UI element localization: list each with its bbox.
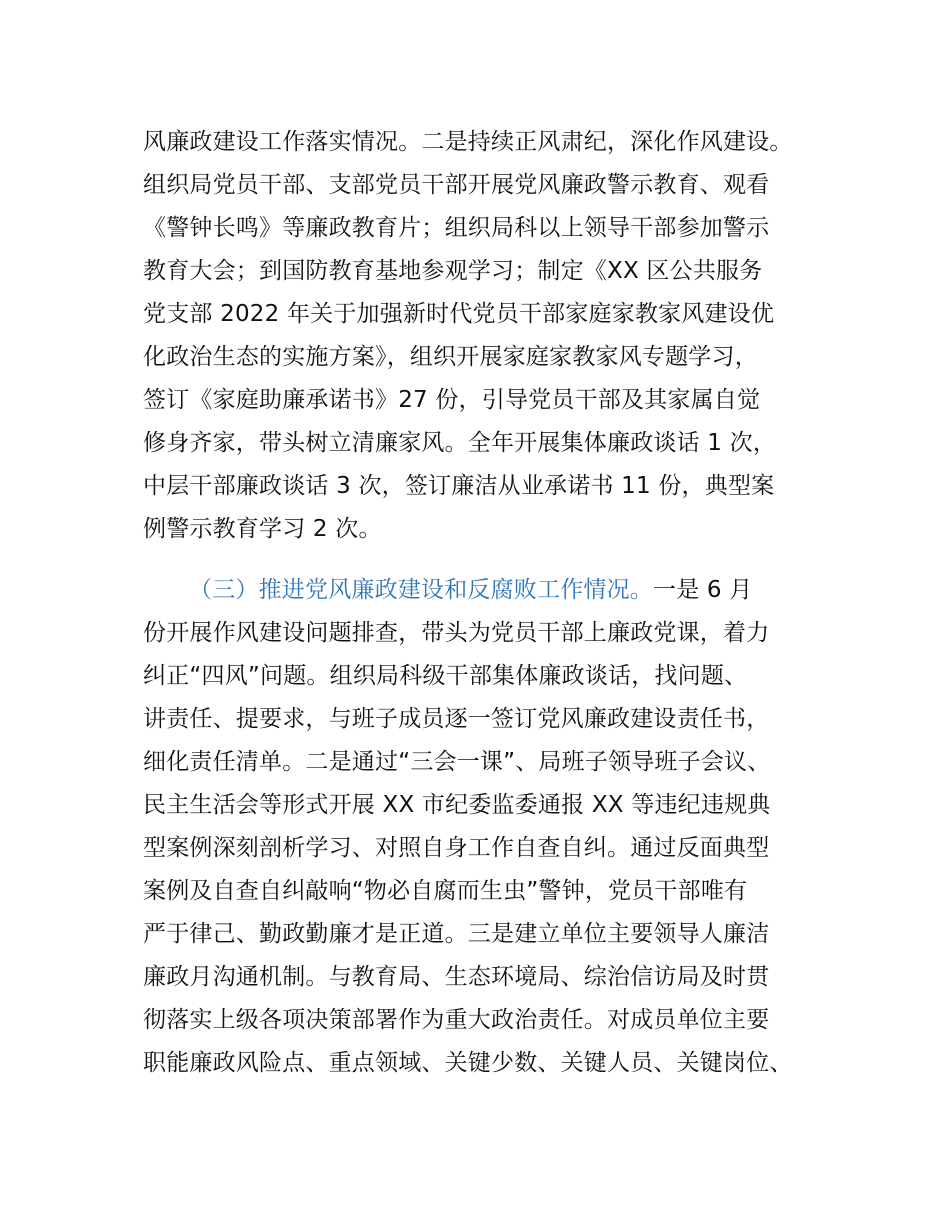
paragraph1-line-8: 修身齐家，带头树立清廉家风。全年开展集体廉政谈话 1 次，: [143, 430, 777, 456]
paragraph1-line-7: 签订《家庭助廉承诺书》27 份，引导党员干部及其家属自觉: [143, 387, 761, 413]
paragraph1-line-6: 化政治生态的实施方案》，组织开展家庭家教家风专题学习，: [143, 344, 758, 370]
section3-line-1: 份开展作风建设问题排查，带头为党员干部上廉政党课，着力: [143, 620, 770, 646]
section3-first-line-rest: 一是 6 月: [653, 577, 753, 603]
paragraph1-line-1: 风廉政建设工作落实情况。二是持续正风肃纪，深化作风建设。: [143, 129, 793, 155]
section3-heading: （三）推进党风廉政建设和反腐败工作情况。: [189, 577, 653, 603]
section3-line-5: 民主生活会等形式开展 XX 市纪委监委通报 XX 等违纪违规典: [143, 792, 771, 818]
section3-line-11: 职能廉政风险点、重点领域、关键少数、关键人员、关键岗位、: [143, 1050, 793, 1076]
paragraph1-line-2: 组织局党员干部、支部党员干部开展党风廉政警示教育、观看: [143, 172, 770, 198]
paragraph1-line-9: 中层干部廉政谈话 3 次，签订廉洁从业承诺书 11 份，典型案: [143, 473, 775, 499]
section3-line-2: 纠正“四风”问题。组织局科级干部集体廉政谈话，找问题、: [143, 663, 748, 689]
section3-line-8: 严于律己、勤政勤廉才是正道。三是建立单位主要领导人廉洁: [143, 921, 770, 947]
paragraph1-line-5: 党支部 2022 年关于加强新时代党员干部家庭家教家风建设优: [143, 301, 775, 327]
section3-line-6: 型案例深刻剖析学习、对照自身工作自查自纠。通过反面典型: [143, 835, 770, 861]
paragraph1-line-3: 《警钟长鸣》等廉政教育片；组织局科以上领导干部参加警示: [143, 215, 770, 241]
paragraph1-line-4: 教育大会；到国防教育基地参观学习；制定《XX 区公共服务: [143, 258, 763, 284]
section3-first-line: [189, 575, 752, 605]
section3-line-9: 廉政月沟通机制。与教育局、生态环境局、综治信访局及时贯: [143, 964, 770, 990]
section3-line-7: 案例及自查自纠敲响“物必自腐而生虫”警钟，党员干部唯有: [143, 878, 748, 904]
section3-line-4: 细化责任清单。二是通过“三会一课”、局班子领导班子会议、: [143, 749, 771, 775]
section3-line-3: 讲责任、提要求，与班子成员逐一签订党风廉政建设责任书，: [143, 706, 770, 732]
section3-line-10: 彻落实上级各项决策部署作为重大政治责任。对成员单位主要: [143, 1007, 770, 1033]
paragraph1-line-10: 例警示教育学习 2 次。: [143, 516, 382, 542]
